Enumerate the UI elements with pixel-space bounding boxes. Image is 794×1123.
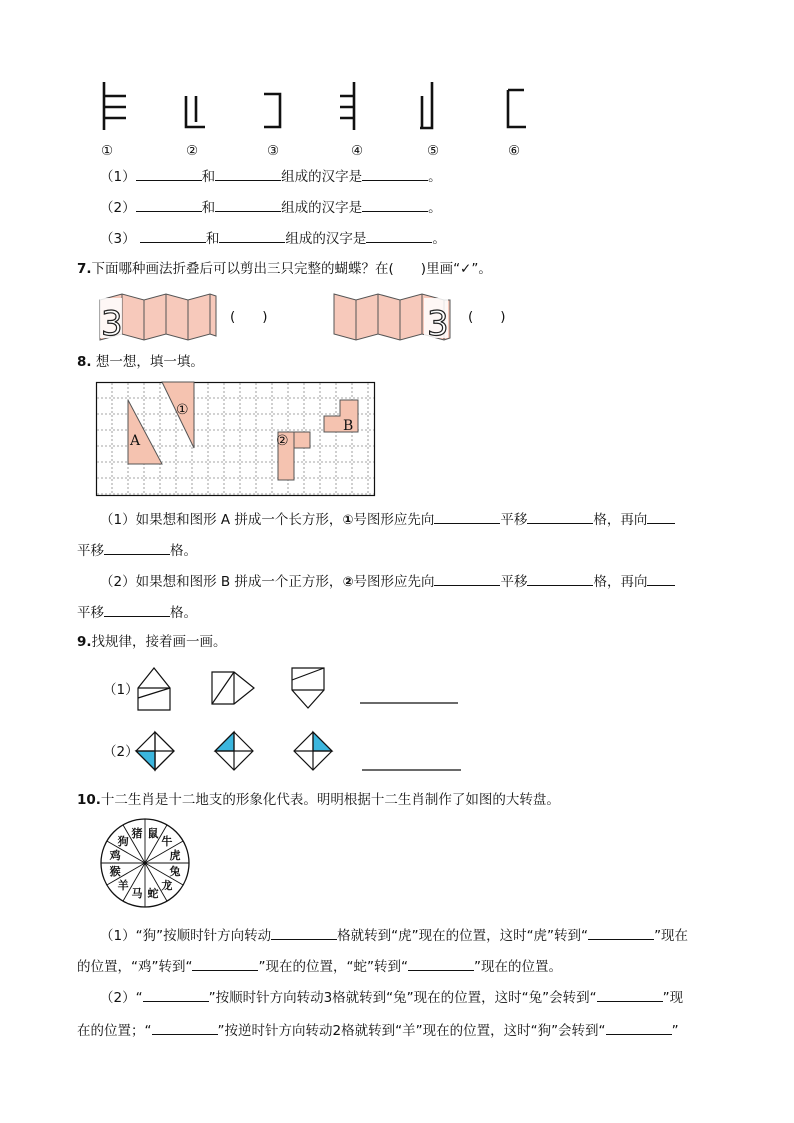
q8-item-2-line-2: 平移 格。 [77, 602, 197, 622]
answer-blank[interactable] [104, 602, 170, 617]
q9-row-2-label: （2） [103, 744, 139, 760]
q9-pattern-row-2 [0, 730, 794, 780]
zodiac-label: 牛 [161, 835, 173, 849]
figure-label-1: ① [101, 143, 114, 159]
answer-blank[interactable] [219, 228, 285, 243]
answer-blank[interactable] [647, 509, 675, 524]
zodiac-label: 兔 [169, 865, 181, 879]
figure-label-4: ④ [351, 143, 364, 159]
answer-blank[interactable] [606, 1020, 672, 1035]
zodiac-label: 虎 [169, 848, 181, 862]
answer-blank[interactable] [597, 987, 663, 1002]
answer-blank[interactable] [408, 956, 474, 971]
answer-blank[interactable] [362, 166, 428, 181]
q10-item-1-line-2: 的位置，“鸡”转到“ ”现在的位置，“蛇”转到“ ”现在的位置。 [77, 956, 562, 976]
figure-label-6: ⑥ [508, 143, 521, 159]
figure-2 [186, 96, 205, 127]
answer-blank[interactable] [647, 571, 675, 586]
butterfly-half-right: 3 [427, 304, 449, 344]
answer-blank[interactable] [215, 197, 281, 212]
q8-question: 8. 想一想，填一填。 [77, 354, 204, 370]
answer-blank[interactable] [140, 228, 206, 243]
q6-item-2: （2） 和 组成的汉字是 。 [100, 197, 442, 217]
answer-blank[interactable] [104, 540, 170, 555]
zodiac-label: 鼠 [147, 827, 159, 841]
q9-question: 9.找规律，接着画一画。 [77, 634, 227, 650]
answer-blank[interactable] [527, 571, 593, 586]
q8-item-1-line-1: （1）如果想和图形 A 拼成一个长方形，①号图形应先向 平移 格，再向 [100, 509, 675, 530]
q7-folded-paper-figures [0, 290, 794, 350]
q9-row-1-label: （1） [103, 682, 139, 698]
figure-4 [340, 82, 354, 130]
q6-item-3: （3） 和 组成的汉字是 。 [100, 228, 446, 248]
figure-3 [264, 94, 280, 127]
figure-label-3: ③ [267, 143, 280, 159]
figure-1 [104, 82, 126, 130]
zodiac-label: 羊 [117, 878, 129, 892]
butterfly-half-left: 3 [101, 304, 123, 344]
answer-blank[interactable] [192, 956, 258, 971]
answer-blank[interactable] [143, 987, 209, 1002]
zodiac-label: 马 [131, 886, 143, 900]
q9-pattern-row-1 [0, 664, 794, 714]
q6-item-1: （1） 和 组成的汉字是 。 [100, 166, 442, 186]
figure-5 [420, 82, 432, 128]
zodiac-label: 蛇 [147, 886, 159, 900]
answer-blank[interactable] [588, 925, 654, 940]
q10-question: 10.十二生肖是十二地支的形象化代表。明明根据十二生肖制作了如图的大转盘。 [77, 792, 560, 808]
q7-question: 7.下面哪种画法折叠后可以剪出三只完整的蝴蝶？在( )里画“✓”。 [77, 261, 492, 277]
answer-blank[interactable] [434, 509, 500, 524]
zodiac-label: 鸡 [109, 848, 121, 862]
zodiac-label: 龙 [161, 878, 173, 892]
zodiac-label: 猪 [131, 827, 143, 841]
label-B: B [343, 418, 354, 434]
q7-answer-paren-2[interactable]: ( ) [468, 309, 506, 325]
answer-blank[interactable] [152, 1020, 218, 1035]
q6-stroke-figures [0, 0, 794, 140]
q8-grid-figure [96, 382, 376, 498]
figure-label-2: ② [186, 143, 199, 159]
answer-blank[interactable] [362, 197, 428, 212]
label-1: ① [176, 402, 189, 418]
answer-blank[interactable] [434, 571, 500, 586]
zodiac-label: 猴 [109, 865, 121, 879]
zodiac-wheel [97, 815, 193, 911]
figure-6 [508, 90, 526, 127]
figure-label-5: ⑤ [427, 143, 440, 159]
q8-item-1-line-2: 平移 格。 [77, 540, 197, 560]
answer-blank[interactable] [527, 509, 593, 524]
answer-blank[interactable] [215, 166, 281, 181]
label-A: A [130, 433, 141, 449]
q8-item-2-line-1: （2）如果想和图形 B 拼成一个正方形，②号图形应先向 平移 格，再向 [100, 571, 675, 592]
answer-blank[interactable] [136, 197, 202, 212]
answer-blank[interactable] [136, 166, 202, 181]
q10-item-1-line-1: （1）“狗”按顺时针方向转动 格就转到“虎”现在的位置，这时“虎”转到“ ”现在 [100, 925, 688, 945]
q7-answer-paren-1[interactable]: ( ) [230, 309, 268, 325]
zodiac-label: 狗 [117, 835, 129, 849]
answer-blank[interactable] [271, 925, 337, 940]
q10-item-2-line-1: （2）“ ”按顺时针方向转动3格就转到“兔”现在的位置，这时“兔”会转到“ ”现 [100, 987, 683, 1007]
label-2: ② [276, 433, 289, 449]
answer-blank[interactable] [366, 228, 432, 243]
q10-item-2-line-2: 在的位置；“ ”按逆时针方向转动2格就转到“羊”现在的位置，这时“狗”会转到“ ” [77, 1020, 679, 1040]
